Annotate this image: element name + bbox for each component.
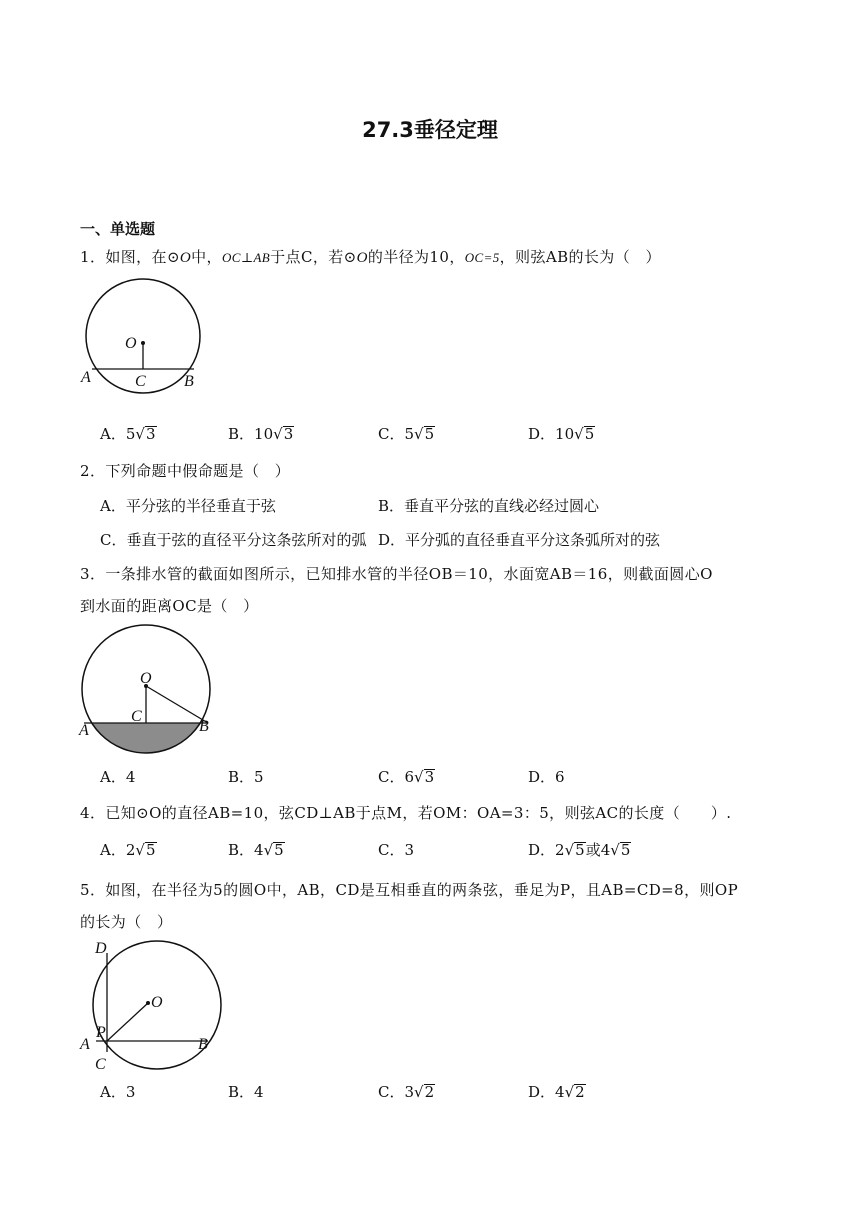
q5-label-c: C — [95, 1056, 106, 1073]
question-4-text: 4．已知⊙O的直径AB=10，弦CD⊥AB于点M，若OM：OA=3：5，则弦AC的长度（ ）. — [80, 804, 732, 822]
option-radicand: 5 — [584, 425, 595, 443]
q1-label-c: C — [135, 373, 146, 390]
q5-label-b: B — [198, 1036, 208, 1053]
option-coef: 4 — [555, 1083, 565, 1101]
q2-option-c[interactable]: C．垂直于弦的直径平分这条弦所对的弧 — [100, 531, 367, 549]
q3-label-a: A — [79, 722, 89, 739]
q1-text-part: 1．如图，在⊙ — [80, 248, 180, 266]
option-radicand: 3 — [424, 768, 435, 786]
option-label: C． — [378, 768, 405, 786]
q3-label-c: C — [131, 708, 142, 725]
option-radicand: 2 — [575, 1083, 585, 1101]
q5-label-d: D — [95, 940, 107, 957]
option-radicand: 2 — [424, 1083, 435, 1101]
option-value: 4 — [125, 768, 136, 786]
q5-option-c[interactable]: C．3√2 — [378, 1083, 435, 1101]
option-value: 6 — [555, 768, 565, 786]
option-coef: 4 — [600, 841, 611, 859]
q1-text-part: 于点C，若⊙ — [270, 248, 357, 266]
option-radicand: 5 — [145, 841, 156, 859]
option-label: B． — [228, 841, 255, 859]
option-coef: 6 — [404, 768, 415, 786]
q1-option-d[interactable]: D．10√5 — [528, 425, 595, 443]
option-label: B． — [228, 768, 255, 786]
option-value: 4 — [254, 1083, 264, 1101]
q1-center-dot — [141, 341, 145, 345]
question-3-line-1: 3．一条排水管的截面如图所示，已知排水管的半径OB＝10，水面宽AB＝16，则截面圆心O — [80, 565, 713, 583]
q3-label-o: O — [140, 670, 152, 687]
q1-option-c[interactable]: C．5√5 — [378, 425, 435, 443]
q3-label-b: B — [199, 718, 209, 735]
option-radicand: 3 — [145, 425, 156, 443]
q5-option-a[interactable] — [100, 1081, 135, 1102]
option-label: A． — [100, 768, 126, 786]
option-label: C． — [378, 1083, 405, 1101]
q4-option-a[interactable]: A．2√5 — [100, 841, 156, 859]
option-radicand: 5 — [575, 841, 585, 859]
q1-label-a: A — [81, 369, 91, 386]
option-label: B． — [228, 1083, 255, 1101]
q3-option-b[interactable] — [228, 766, 264, 787]
option-label: A． — [100, 841, 126, 859]
page-title: 27.3垂径定理 — [362, 118, 498, 142]
question-3-line-2: 到水面的距离OC是（ ） — [80, 597, 259, 615]
option-label: A． — [100, 1083, 126, 1101]
option-radicand: 5 — [620, 841, 631, 859]
q4-option-d[interactable]: D．2√5或4√5 — [528, 841, 631, 859]
q2-option-b[interactable]: B．垂直平分弦的直线必经过圆心 — [378, 497, 600, 515]
option-coef: 5 — [404, 425, 415, 443]
q3-option-c[interactable]: C．6√3 — [378, 768, 435, 786]
q1-text-part: 的半径为10， — [367, 248, 465, 266]
q5-option-d[interactable]: D．4√2 — [528, 1083, 585, 1101]
section-heading: 一、单选题 — [80, 220, 156, 238]
q3-option-a[interactable] — [100, 766, 135, 787]
q4-option-c[interactable] — [378, 839, 414, 860]
q2-option-a[interactable]: A．平分弦的半径垂直于弦 — [100, 497, 276, 515]
option-coef: 10 — [254, 425, 274, 443]
q5-figure — [74, 937, 219, 1077]
q5-label-a: A — [80, 1036, 90, 1053]
q1-label-b: B — [184, 373, 194, 390]
q1-label-o: O — [125, 335, 137, 352]
q1-text-part: 中， — [191, 248, 222, 266]
question-1-text — [80, 246, 661, 267]
option-label: B． — [228, 425, 255, 443]
option-label: C． — [378, 425, 405, 443]
option-coef: 2 — [555, 841, 565, 859]
q1-option-a[interactable]: A．5√3 — [100, 425, 156, 443]
option-value: 5 — [254, 768, 264, 786]
option-coef: 2 — [125, 841, 136, 859]
option-radicand: 5 — [274, 841, 284, 859]
option-coef: 10 — [555, 425, 575, 443]
q1-circle-name: O — [356, 250, 368, 266]
option-label: C． — [378, 841, 405, 859]
option-label: D． — [528, 841, 556, 859]
option-coef: 3 — [404, 1083, 415, 1101]
option-label: D． — [528, 425, 556, 443]
q1-option-b[interactable]: B．10√3 — [228, 425, 294, 443]
option-radicand: 3 — [283, 425, 294, 443]
q5-option-b[interactable] — [228, 1081, 264, 1102]
q1-formula-perp: OC⊥AB — [221, 250, 271, 265]
q5-segment-op — [107, 1003, 148, 1041]
option-value: 3 — [404, 841, 415, 859]
q4-option-b[interactable]: B．4√5 — [228, 841, 284, 859]
option-value: 3 — [125, 1083, 136, 1101]
question-2-text: 2．下列命题中假命题是（ ） — [80, 462, 291, 480]
option-radicand: 5 — [424, 425, 435, 443]
option-or: 或 — [585, 841, 601, 859]
q1-formula-oc: OC=5 — [464, 250, 500, 265]
q3-figure — [74, 623, 219, 763]
option-label: A． — [100, 425, 126, 443]
question-5-line-2: 的长为（ ） — [80, 913, 173, 931]
q1-circle-name: O — [179, 250, 192, 266]
q3-option-d[interactable] — [528, 766, 565, 787]
q2-option-d[interactable]: D．平分弧的直径垂直平分这条弧所对的弦 — [378, 531, 661, 549]
question-5-line-1: 5．如图，在半径为5的圆O中，AB，CD是互相垂直的两条弦，垂足为P，且AB=CD=8，则OP — [80, 881, 739, 899]
option-label: D． — [528, 768, 556, 786]
q5-label-p: P — [96, 1024, 106, 1041]
q1-text-part: ，则弦AB的长为（ ） — [499, 248, 661, 266]
option-coef: 4 — [254, 841, 264, 859]
option-label: D． — [528, 1083, 556, 1101]
option-coef: 5 — [125, 425, 136, 443]
q5-label-o: O — [151, 994, 163, 1011]
q5-center-dot — [146, 1001, 150, 1005]
q1-figure — [78, 280, 208, 395]
